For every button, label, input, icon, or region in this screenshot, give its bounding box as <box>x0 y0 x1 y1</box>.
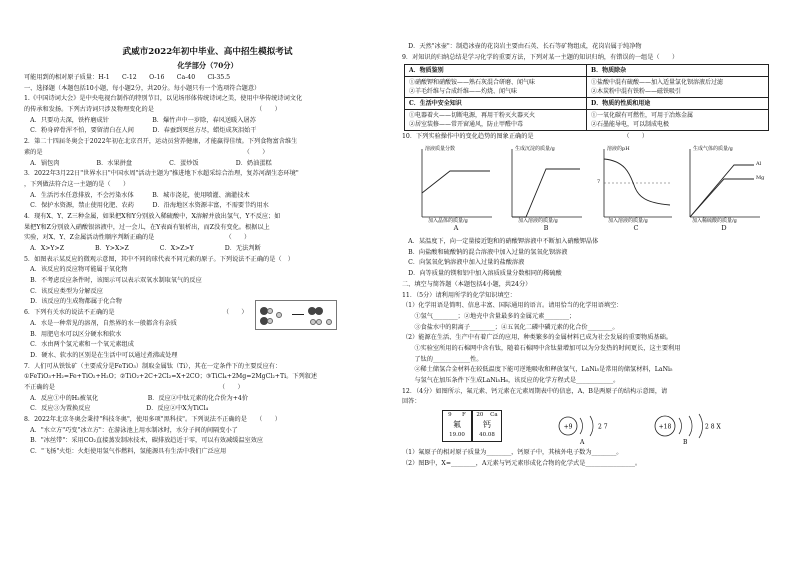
table-cell-c-head: C．生活中安全知识 <box>405 98 587 110</box>
element-box-fluorine: 9 F 氟 19.00 <box>442 410 472 442</box>
atom-light <box>267 318 273 324</box>
right-text-line: A．某温度下，向一定量接近饱和的硝酸钾溶液中不断加入硝酸钾晶体 <box>402 238 599 246</box>
right-text-line: （1）氟原子的相对原子质量为________，钙原子中，其核外电子数为________。 <box>402 449 623 457</box>
q9-table <box>404 64 769 131</box>
atom-a-nucleus: +9 <box>563 423 573 431</box>
left-text-line: 4．现有X、Y、Z三种金属，如果把X和Y分别放入稀硫酸中，X溶解并放出氢气，Y不反应；如 <box>24 212 281 220</box>
left-text-line: D．该反应的生成物都属于化合物 <box>24 298 122 306</box>
right-text-line: 回答： <box>402 398 421 406</box>
left-text-line: C．反应③为置换反应 D．反应②中X为TiCl₄ <box>24 405 209 413</box>
chart-b-plot <box>506 145 586 223</box>
element-box-calcium: 20 Ca 钙 40.08 <box>472 410 502 442</box>
q8-option-d: D．天然"冰壶"：制造冰壶的花岗岩主要由石英、长石等矿物组成，花岗岩属于纯净物 <box>402 43 642 50</box>
right-text-line: D．向等质量的镁和铝中加入溶质质量分数相同的稀硫酸 <box>402 270 562 278</box>
right-text-line: 二、填空与简答题（本题包括4小题，共24分） <box>402 280 532 288</box>
chart-c <box>596 145 676 223</box>
right-text-line: ③食盐水中的阴离子________；④五氧化二磷中磷元素的化合价________。 <box>402 323 619 331</box>
left-text-line: ①FeTiO₃+H₂=Fe+TiO₂+H₂O；②TiO₂+2C+2Cl₂=X+2CO；③TiCl₄+2Mg=2MgCl₂+Ti。下列叙述 <box>24 373 318 381</box>
left-text-line: 3．2022年3月22日"世界水日"中国水周"活动主题为"推进地下水超采综合治理，复苏河湖生态环境" <box>24 170 299 178</box>
atom-light <box>326 319 332 325</box>
right-questions <box>402 237 772 469</box>
chart-b-ylabel: 生成沉淀的质量/g <box>515 146 555 153</box>
left-text-line: A．反应①中的H₂被氧化 B．反应②中钛元素的化合价为+4价 <box>24 394 249 402</box>
left-text-line: 6．下列有关水的说法不正确的是 （ ） <box>24 309 248 317</box>
left-text-line: D．硬水、软水的区别是在生活中可以通过煮沸或处理 <box>24 351 178 359</box>
exam-subtitle: 化学部分（70分） <box>177 61 238 70</box>
left-text-line: A．锅包肉 B．水果拼盘 C．蛋炒饭 D．奶油蛋糕 <box>24 159 272 167</box>
table-cell-a-head: A．物质鉴别 <box>405 65 587 77</box>
right-text-line: （2）能源在生活、生产中有着广泛的应用，种类繁多的金属材料已成为社会发展的重要物质基础。 <box>402 334 672 342</box>
left-text-line: A．水是一种常见的溶剂，自然界的水一般都含有杂质 <box>24 319 177 327</box>
chart-a-plot <box>416 145 496 223</box>
chart-a <box>416 145 496 223</box>
left-text-line: 7．人们可从铁钛矿（主要成分是FeTiO₃）制取金属钛（Ti），其在一定条件下的主要反应有： <box>24 362 282 370</box>
chart-b <box>506 145 586 223</box>
left-text-line: A．生活污水任意排放，不会污染水体 B．城市浇花，使用喷灌、滴灌技术 <box>24 191 250 199</box>
left-text-line: 1.《中国诗词大会》是中央电视台制作的特别节目，以见场形体传统诗词之美，使用中华传统诗词文化 <box>24 95 303 103</box>
atom-a-shells: 2 7 <box>598 423 608 431</box>
right-text-line: C．向氢氧化钠溶液中加入过量的盐酸溶液 <box>402 259 525 267</box>
table-cell-b-head: B．物质除杂 <box>587 65 769 77</box>
right-text-line: （2）图B中，X=________，A元素与钙元素形成化合物的化学式是________________。 <box>402 459 642 467</box>
chart-a-xlabel: 加入晶体的质量/g <box>428 218 468 225</box>
chart-c-letter: C <box>633 224 639 233</box>
q10-stem: 10．下列实验操作中的变化趋势的图象正确的是 （ ） <box>402 133 649 141</box>
atom-dark <box>315 307 323 315</box>
atom-b-label: B <box>683 439 688 447</box>
left-column <box>24 44 391 458</box>
left-text-line: A．X>Y>Z B．Y>X>Z C．X>Z>Y D．无法判断 <box>24 245 261 252</box>
chart-c-tick-7: 7 <box>597 179 601 186</box>
chart-b-xlabel: 加入溶液的质量/g <box>518 218 558 225</box>
atom-b-nucleus: +18 <box>658 423 672 431</box>
table-cell-a-body: ①硝酸钾和硝酸铵——熟石灰混合研磨、闻气味 ②羊毛纤维与合成纤维——灼烧、闻气味 <box>405 77 587 98</box>
chart-b-letter: B <box>543 224 549 233</box>
right-text-line: ②稀土储氢合金材料在较低温度下能可逆地吸收和释放氢气，LaNi₅是常用的储氢材料，LaNi₅ <box>402 366 673 374</box>
atom-light <box>276 312 282 318</box>
left-text-line: 不正确的是 （ ） <box>24 383 244 391</box>
chart-d-series-al: Al <box>756 161 762 168</box>
chart-c-xlabel: 加入溶液的质量/g <box>608 218 648 225</box>
right-text-line: 12．（4分）如图所示，氟元素、钙元素在元素周期表中的信息，A、B是两原子的结构示意图，请 <box>402 387 668 395</box>
right-text-line: B．向盐酸和硫酸钠的混合溶液中加入过量的氢氧化钡溶液 <box>402 248 568 256</box>
chart-d-xlabel: 加入稀硫酸的质量/g <box>692 218 737 225</box>
left-text-line: 2．第二十四届冬奥会于2022年初在北京召开，运动员营养健康，才能赢得佳绩。下列食物富含维生 <box>24 138 298 146</box>
left-text-line: 果把Y和Z分别放入硝酸银溶液中，过一会儿，在Y表面有银析出，而Z没有变化。根据以上 <box>24 223 270 231</box>
table-cell-c-body: ①电器着火——切断电源，再用干粉灭火器灭火 ②居室装修——常开窗通风，防止甲醛中毒 <box>405 110 587 131</box>
left-text-line: 8．2022年北京冬奥会秉持"科技冬奥"，使用多项"黑科技"。下列说法不正确的是 （ ） <box>24 416 281 423</box>
chart-d-letter: D <box>721 224 727 233</box>
table-cell-b-body: ①盐酸中混有硫酸——加入适量氯化钡溶液后过滤 ②木炭粉中混有铁粉——磁铁吸引 <box>587 77 769 98</box>
left-text-line: B．不考虑反应条件时，该图示可以表示双氧水制取氧气的反应 <box>24 277 202 285</box>
exam-title: 武威市2022年初中毕业、高中招生模拟考试 <box>122 47 293 57</box>
atom-structure-b <box>647 410 747 446</box>
reaction-diagram <box>255 300 337 330</box>
left-text-line: 实验，对X、Y、Z金属活动性顺序判断正确的是 （ ） <box>24 234 251 242</box>
left-text-line: B．"冰丝带"：采用CO₂直接蒸发制冰技术，碳排放趋近于零，可以有效减缓温室效应 <box>24 437 264 445</box>
atom-b-shells: 2 8 X <box>705 423 721 431</box>
table-cell-d-body: ①一氧化碳有可燃性，可用于冶炼金属 ②石墨能导电，可以制成电极 <box>587 110 769 131</box>
atomic-masses: 可能用到的相对原子质量：H-1 C-12 O-16 Ca-40 Cl-35.5 <box>24 74 231 81</box>
right-text-line: 11．（5分）请利用所学的化学知识填空： <box>402 291 516 299</box>
right-text-line: ①氢气________；②地壳中含量最多的金属元素________； <box>402 312 576 320</box>
chart-d <box>684 145 764 223</box>
atom-light <box>316 319 322 325</box>
left-text-line: 5．如图表示某反应的微观示意图，其中不同的球代表不同元素的原子。下列说法不正确的是（ ） <box>24 255 294 263</box>
q10-charts <box>402 143 772 237</box>
table-cell-d-head: D．物质的性质和用途 <box>587 98 769 110</box>
q12-figures <box>402 408 772 448</box>
left-text-line: B．用肥皂水可以区分硬水和软水 <box>24 330 122 338</box>
chart-c-plot <box>596 145 676 223</box>
left-text-line: A．该反应的反应物可能属于氧化物 <box>24 266 128 274</box>
left-text-line: C．水由两个氢元素和一个氧元素组成 <box>24 341 134 349</box>
left-text-line: C．该反应类型为分解反应 <box>24 287 103 295</box>
left-text-line: C．"飞扬"火炬：火炬使用氢气作燃料，氢能源具有生活中我们广泛应用 <box>24 448 227 456</box>
atom-a-label: A <box>580 439 585 447</box>
left-text-line: ，下列做法符合这一主题的是（ ） <box>24 180 130 188</box>
left-text-line: 一、选择题（本题包括10小题，每小题2分，共20分。每小题只有一个选项符合题意） <box>24 84 261 92</box>
chart-d-ylabel: 生成气体的质量/g <box>693 146 733 153</box>
chart-d-series-mg: Mg <box>756 175 765 182</box>
chart-d-plot <box>684 145 768 223</box>
chart-c-ylabel: 溶液的pH <box>607 146 630 153</box>
right-text-line: 与氢气在加压条件下生成LaNi₅H₆，该反应的化学方程式是____________。 <box>402 377 620 384</box>
chart-a-letter: A <box>453 224 459 233</box>
left-text-line: A．只要功夫深，铁杵磨成针 B．爆竹声中一岁除，春风送暖入屠苏 <box>24 116 256 124</box>
atom-light <box>267 308 273 314</box>
left-text-line: A．"水立方"巧变"冰立方"：在游泳池上用水制冰时，水分子间的间隔变小了 <box>24 426 238 434</box>
left-text-line: C．保护水资源，禁止使用化肥、农药 D．沿海地区水资源丰富，不需要节约用水 <box>24 202 269 210</box>
left-text-line: C．粉身碎骨浑不怕，要留清白在人间 D．春蚕到死丝方尽，蜡炬成灰泪始干 <box>24 127 257 135</box>
left-questions <box>24 84 391 458</box>
right-text-line: 了钛的____________性。 <box>402 355 483 363</box>
left-text-line: 的传承和发扬。下列古诗词只涉及物理变化的是 （ ） <box>24 106 281 114</box>
right-text-line: ①实验室所用的石棉网中含有钛，随着石棉网中含钛量增加可以为分发热的时间更长，这主要利用 <box>402 344 681 352</box>
q9-stem: 9．对知识的归纳总结是学习化学的重要方法，下列对某一主题的知识归纳，有错误的一组是（ ） <box>402 53 679 61</box>
chart-a-ylabel: 溶液质量分数 <box>425 146 456 153</box>
atom-structure-a <box>552 410 632 446</box>
reaction-arrow <box>292 314 304 315</box>
right-text-line: （1）化学用语是简明、信息丰富、国际通用的语言。请用恰当的化学用语填空： <box>402 302 623 310</box>
right-column <box>402 42 772 469</box>
left-text-line: 素的是 （ ） <box>24 148 269 156</box>
